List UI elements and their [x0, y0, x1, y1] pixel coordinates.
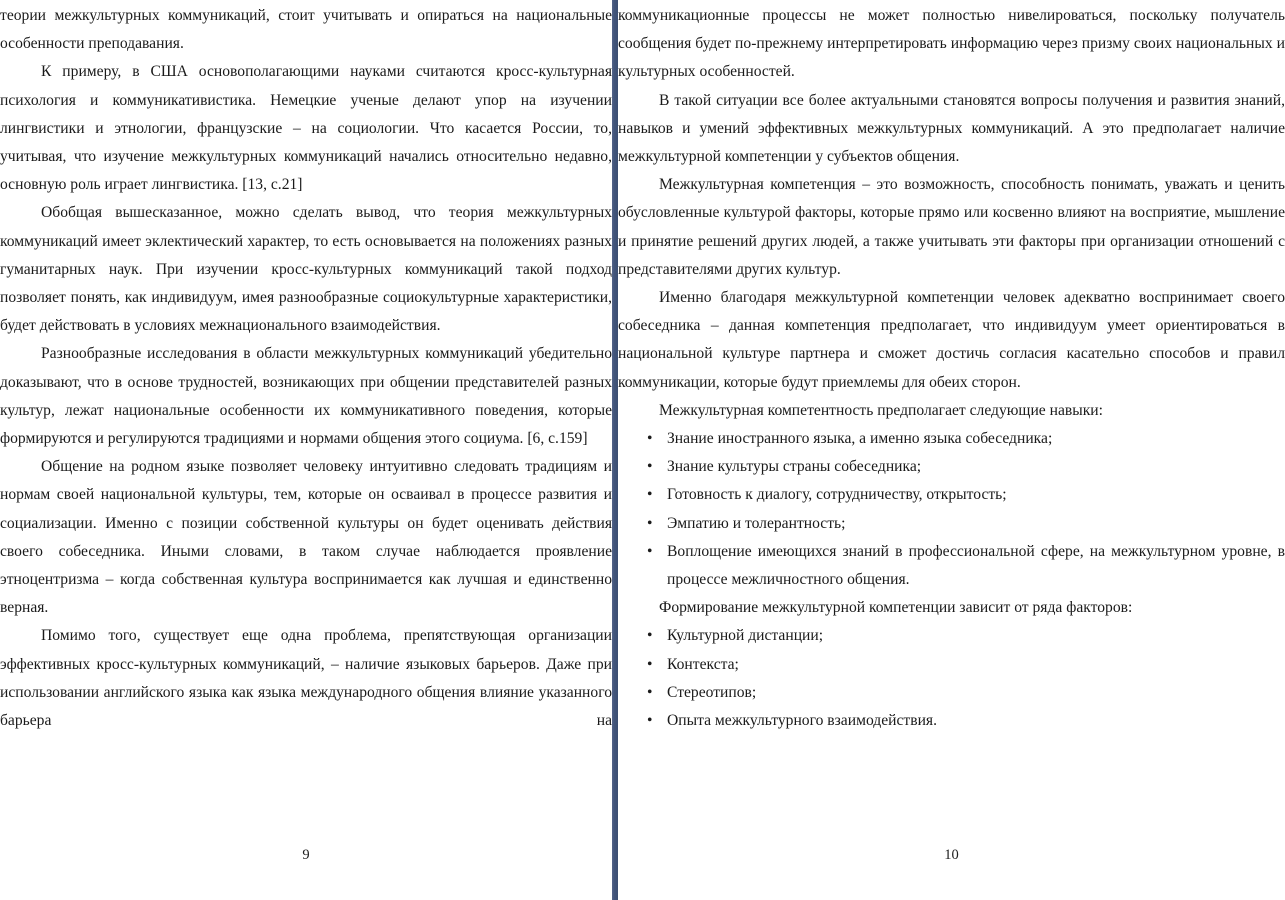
list-item-label: Знание иностранного языка, а именно языка собеседника;	[667, 430, 1053, 448]
factors-bullet-list	[618, 622, 1285, 735]
page-number-left: 9	[302, 847, 310, 863]
skills-bullet-list	[618, 425, 1285, 594]
list-item-label: Знание культуры страны собеседника;	[667, 458, 922, 476]
paragraph-left-1: теории межкультурных коммуникаций, стоит учитывать и опираться на национальные особенности преподавания.	[0, 7, 612, 53]
paragraph-left-5: Общение на родном языке позволяет человеку интуитивно следовать традициям и нормам своей национальной культуры, тем, которые он осваивал в процессе развития и социализации. Именно с позиции собственной культуры он будет оценивать действия своего собеседника. Иными словами, в таком случае наблюдается проявление этноцентризма – когда собственная культура воспринимается как лучшая и единственно верная.	[0, 458, 612, 617]
list-item-label: Воплощение имеющихся знаний в профессиональной сфере, на межкультурном уровне, в процессе межличностного общения.	[667, 542, 1285, 589]
page-right	[618, 0, 1285, 900]
page-number-right: 10	[944, 847, 959, 863]
list-item	[618, 707, 1285, 735]
list-item-label: Культурной дистанции;	[667, 627, 824, 645]
list-lead-in-skills: Межкультурная компетентность предполагает следующие навыки:	[659, 401, 1103, 419]
paragraph-right-2: В такой ситуации все более актуальными становятся вопросы получения и развития знаний, навыков и умений эффективных межкультурных коммуникаций. А это предполагает наличие межкультурной компетенции у субъектов общения.	[618, 91, 1285, 166]
paragraph-right-4: Именно благодаря межкультурной компетенции человек адекватно воспринимает своего собеседника – данная компетенция предполагает, что индивидуум умеет ориентироваться в национальной культуре партнера и сможет достичь согласия касательно способов и правил коммуникации, которые будут приемлемы для обеих сторон.	[618, 289, 1285, 391]
list-item-label: Готовность к диалогу, сотрудничеству, открытость;	[667, 486, 1007, 504]
list-item	[618, 651, 1285, 679]
bullet-icon: •	[647, 655, 653, 673]
page-left-text-flow	[0, 2, 612, 735]
bullet-icon: •	[647, 627, 653, 645]
list-item	[618, 679, 1285, 707]
paragraph-left-6: Помимо того, существует еще одна проблема, препятствующая организации эффективных кросс-культурных коммуникаций, – наличие языковых барьеров. Даже при использовании английского языка как языка международного общения влияние указанного барьера на	[0, 627, 612, 730]
bullet-icon: •	[647, 514, 653, 532]
list-item	[618, 622, 1285, 650]
paragraph-right-1: коммуникационные процессы не может полностью нивелироваться, поскольку получатель сообщения будет по-прежнему интерпретировать информацию через призму своих национальных и культурных особенностей.	[618, 7, 1285, 81]
bullet-icon: •	[647, 458, 653, 476]
paragraph-right-3: Межкультурная компетенция – это возможность, способность понимать, уважать и ценить обусловленные культурой факторы, которые прямо или косвенно влияют на восприятие, мышление и принятие решений других людей, а также учитывать эти факторы при организации отношений с представителями других культур.	[618, 176, 1285, 278]
page-right-text-flow	[618, 2, 1285, 735]
list-item-label: Стереотипов;	[667, 683, 757, 701]
list-item-label: Эмпатию и толерантность;	[667, 514, 846, 532]
paragraph-left-4: Разнообразные исследования в области межкультурных коммуникаций убедительно доказывают, что в основе трудностей, возникающих при общении представителей разных культур, лежат национальные особенности их коммуникативного поведения, которые формируются и регулируются традициями и нормами общения этого социума. [6, с.159]	[0, 345, 612, 448]
list-item-label: Контекста;	[667, 655, 739, 673]
list-item	[618, 538, 1285, 594]
bullet-icon: •	[647, 712, 653, 730]
list-item	[618, 510, 1285, 538]
list-item	[618, 425, 1285, 453]
list-item	[618, 453, 1285, 481]
list-item-label: Опыта межкультурного взаимодействия.	[667, 712, 938, 730]
list-item	[618, 481, 1285, 509]
bullet-icon: •	[647, 486, 653, 504]
page-left	[0, 0, 612, 900]
list-lead-in-factors: Формирование межкультурной компетенции зависит от ряда факторов:	[659, 599, 1133, 617]
bullet-icon: •	[647, 683, 653, 701]
bullet-icon: •	[647, 430, 653, 448]
paragraph-left-3: Обобщая вышесказанное, можно сделать вывод, что теория межкультурных коммуникаций имеет эклектический характер, то есть основывается на положениях разных гуманитарных наук. При изучении кросс-культурных коммуникаций такой подход позволяет понять, как индивидуум, имея разнообразные социокультурные характеристики, будет действовать в условиях межнационального взаимодействия.	[0, 204, 612, 335]
paragraph-left-2: К примеру, в США основополагающими науками считаются кросс-культурная психология и коммуникативистика. Немецкие ученые делают упор на изучении лингвистики и этнологии, французские – на социологии. Что касается России, то, учитывая, что изучение межкультурных коммуникаций начались относительно недавно, основную роль играет лингвистика. [13, с.21]	[0, 63, 612, 194]
bullet-icon: •	[647, 542, 653, 560]
